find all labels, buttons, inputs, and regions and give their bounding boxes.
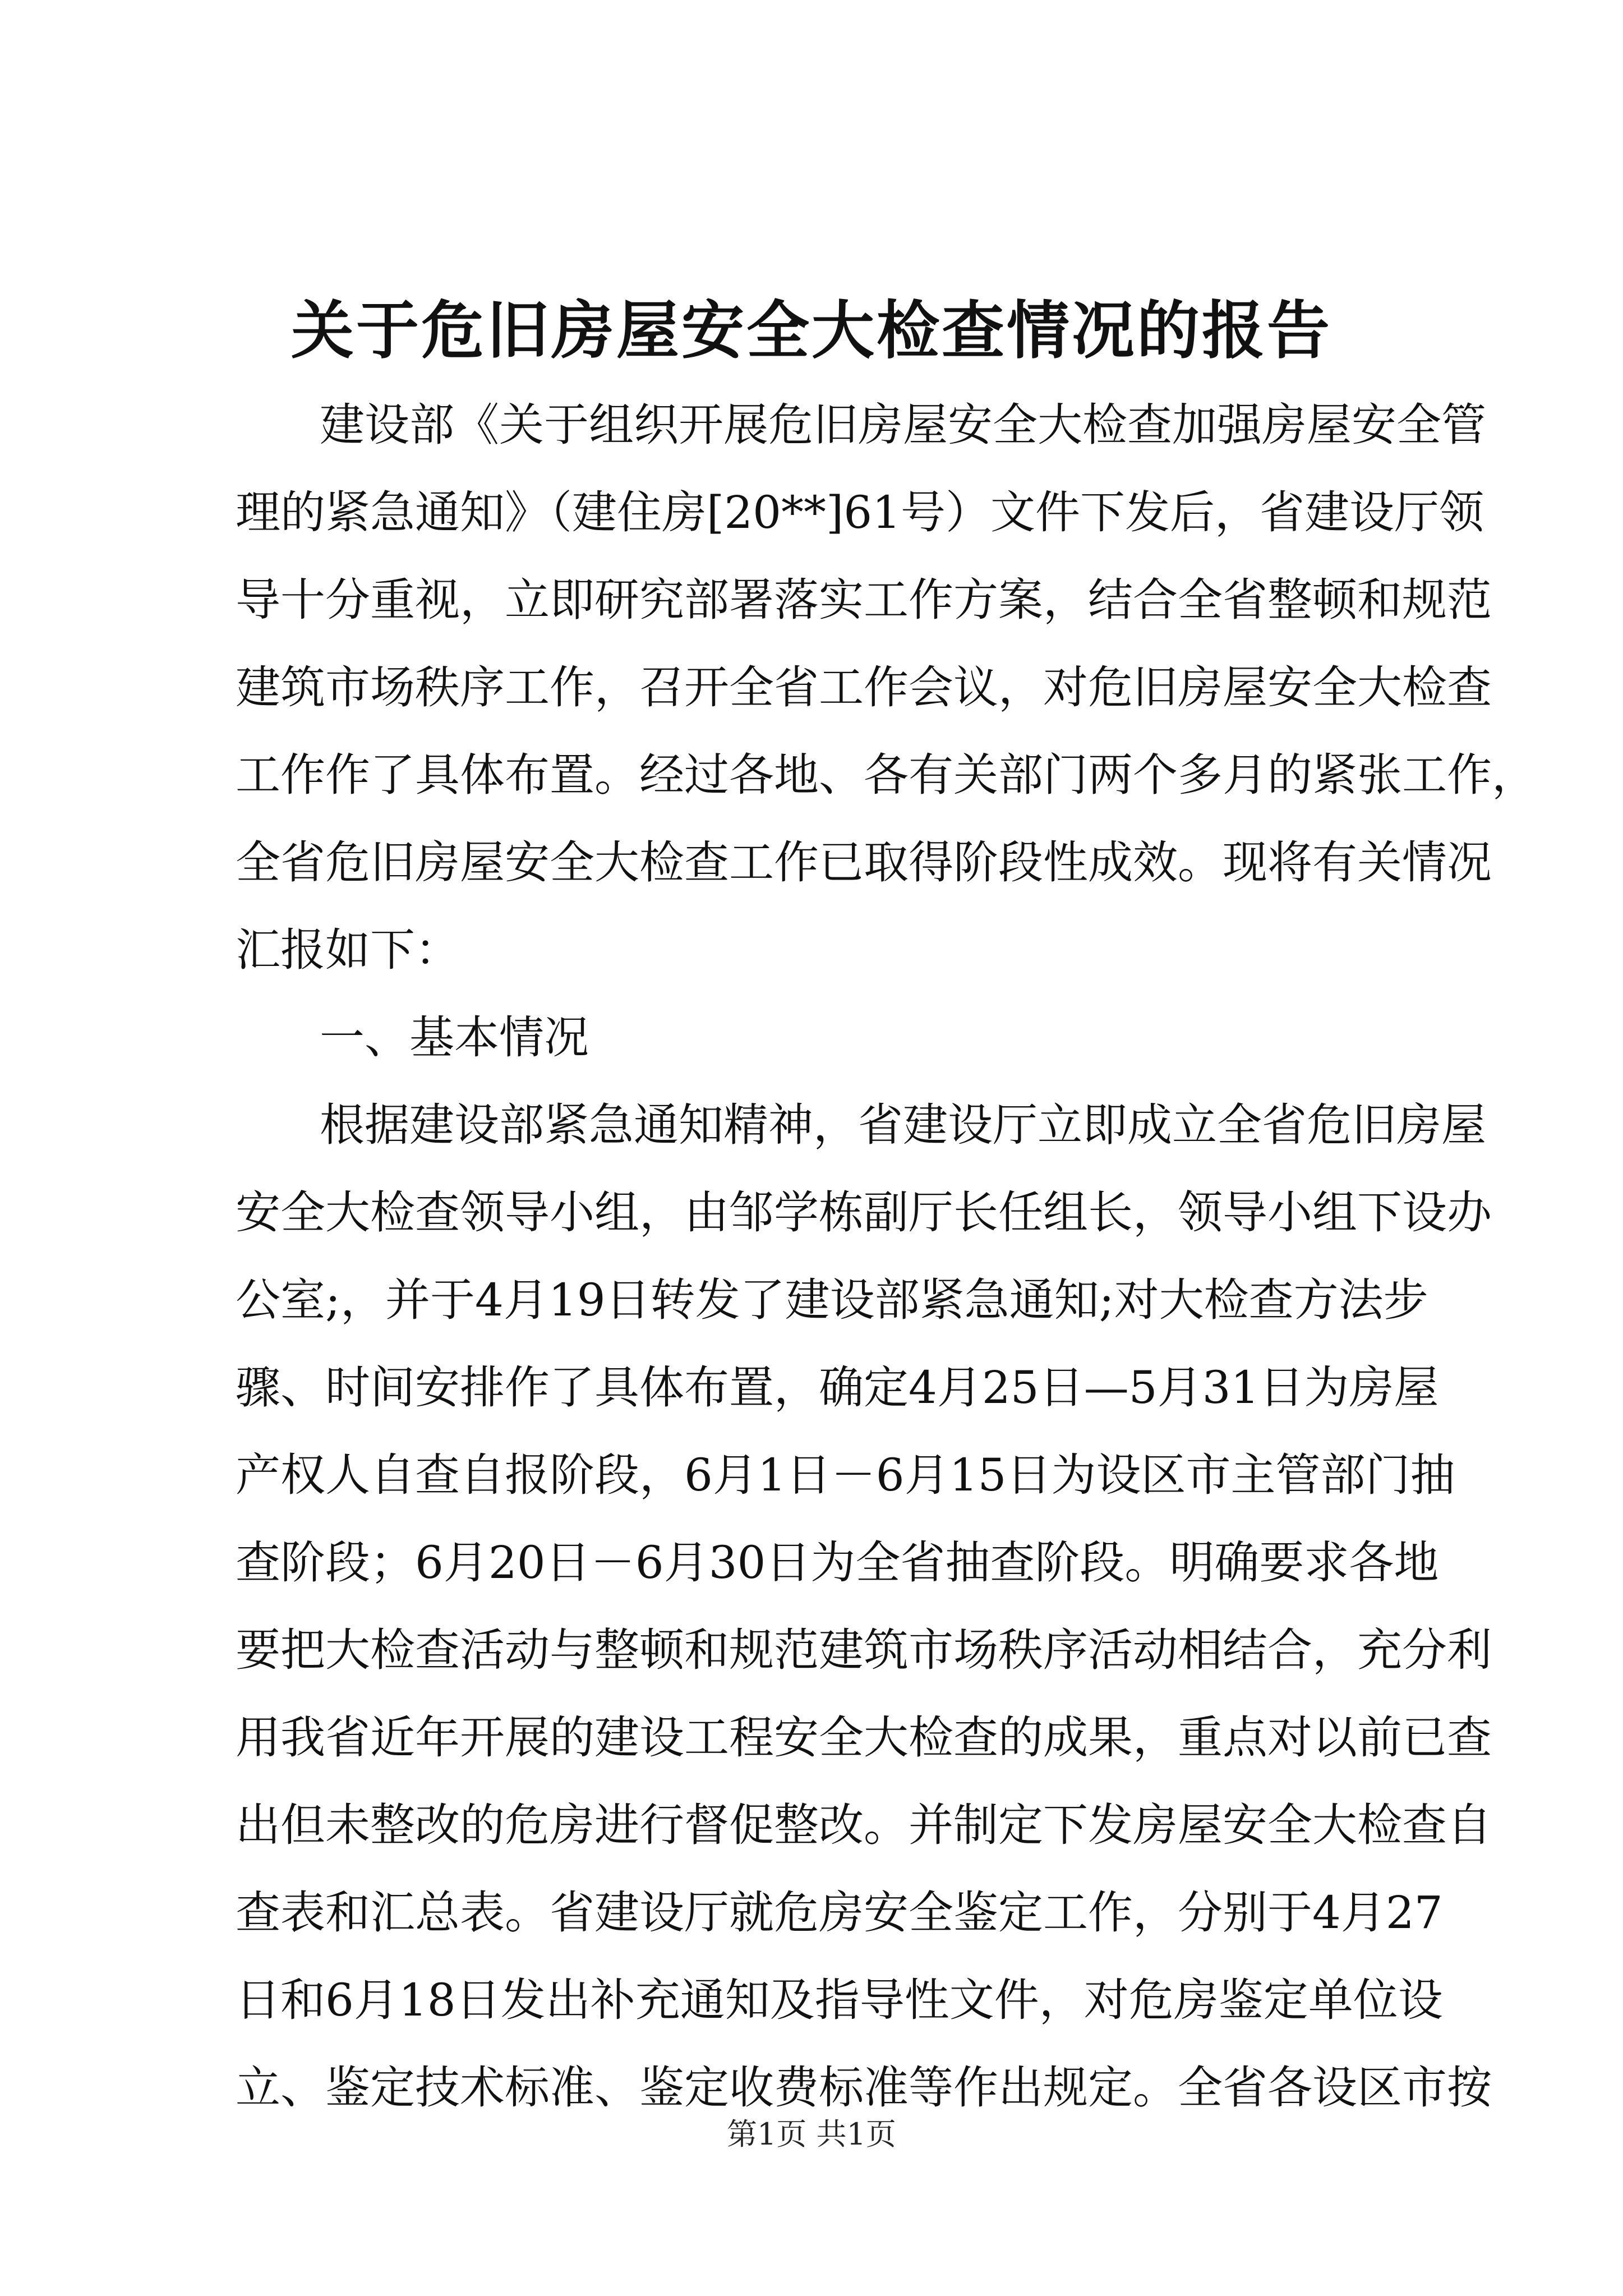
body-line: 查表和汇总表。省建设厅就危房安全鉴定工作，分别于4月27	[236, 1887, 1443, 1939]
body-line: 工作作了具体布置。经过各地、各有关部门两个多月的紧张工作，	[236, 749, 1537, 801]
section-heading: 一、基本情况	[320, 1011, 589, 1064]
body-line: 产权人自查自报阶段，6月1日－6月15日为设区市主管部门抽	[236, 1449, 1455, 1501]
body-line: 建设部《关于组织开展危旧房屋安全大检查加强房屋安全管	[320, 399, 1486, 451]
body-line: 导十分重视，立即研究部署落实工作方案，结合全省整顿和规范	[236, 574, 1492, 626]
body-line: 全省危旧房屋安全大检查工作已取得阶段性成效。现将有关情况	[236, 836, 1492, 889]
page-footer: 第1页 共1页	[727, 2116, 896, 2152]
document-body	[236, 381, 1537, 2132]
document-title: 关于危旧房屋安全大检查情况的报告	[291, 294, 1332, 367]
body-line: 骤、时间安排作了具体布置，确定4月25日—5月31日为房屋	[236, 1361, 1439, 1414]
body-line: 根据建设部紧急通知精神，省建设厅立即成立全省危旧房屋	[320, 1099, 1486, 1151]
body-line: 用我省近年开展的建设工程安全大检查的成果，重点对以前已查	[236, 1711, 1492, 1764]
body-line: 出但未整改的危房进行督促整改。并制定下发房屋安全大检查自	[236, 1799, 1492, 1851]
body-line: 理的紧急通知》（建住房[20**]61号）文件下发后，省建设厅领	[236, 486, 1484, 539]
body-line: 要把大检查活动与整顿和规范建筑市场秩序活动相结合，充分利	[236, 1624, 1492, 1676]
body-line: 安全大检查领导小组，由邹学栋副厅长任组长，领导小组下设办	[236, 1186, 1492, 1239]
body-line: 公室;，并于4月19日转发了建设部紧急通知;对大检查方法步	[236, 1274, 1428, 1326]
body-line: 建筑市场秩序工作，召开全省工作会议，对危旧房屋安全大检查	[236, 661, 1492, 714]
body-line: 立、鉴定技术标准、鉴定收费标准等作出规定。全省各设区市按	[236, 2062, 1492, 2114]
body-line: 汇报如下：	[236, 924, 460, 976]
body-line: 查阶段；6月20日－6月30日为全省抽查阶段。明确要求各地	[236, 1536, 1439, 1589]
body-line: 日和6月18日发出补充通知及指导性文件，对危房鉴定单位设	[236, 1974, 1443, 2026]
